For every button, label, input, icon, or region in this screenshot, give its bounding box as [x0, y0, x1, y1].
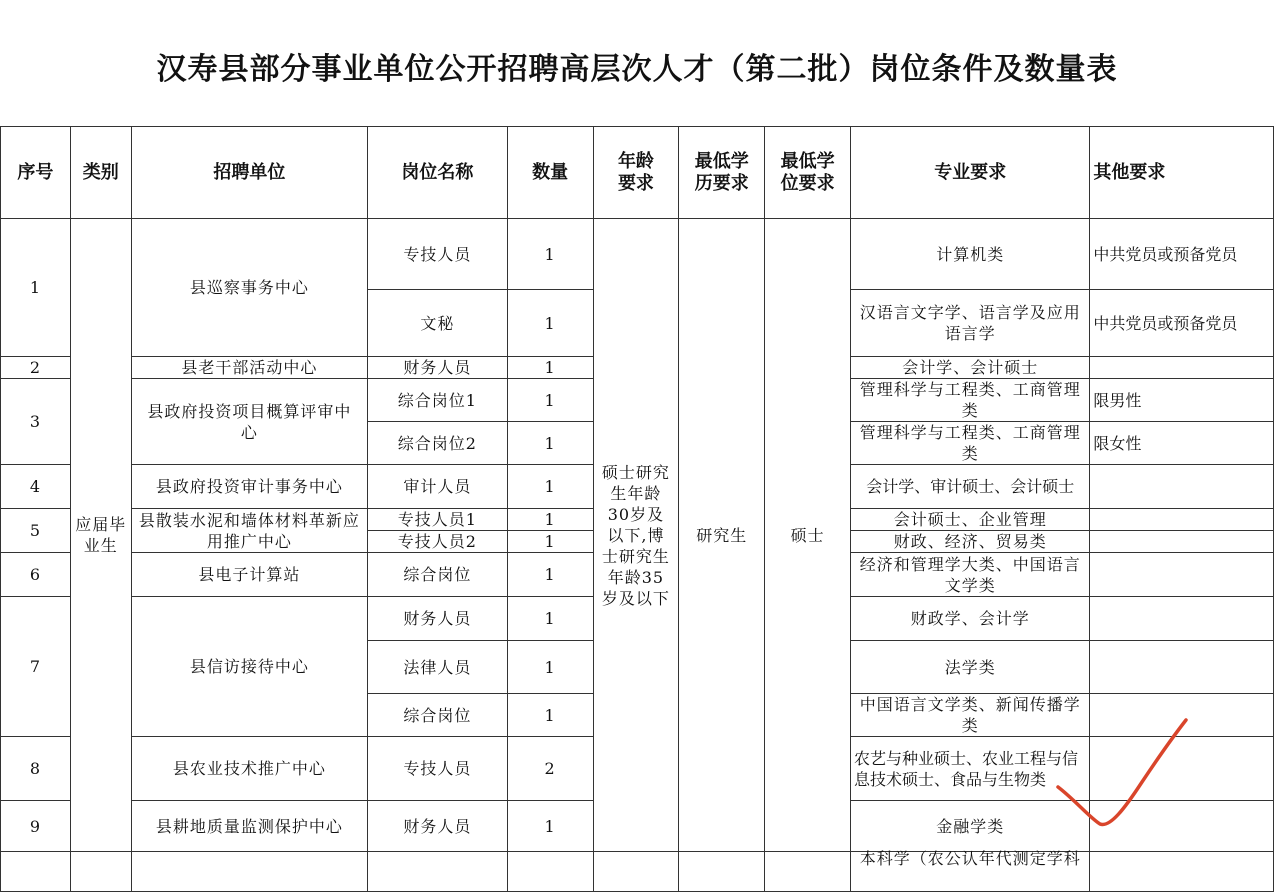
header-row	[1, 127, 1274, 219]
other-cell	[1090, 465, 1274, 509]
other-cell	[1090, 852, 1274, 892]
table-row	[1, 219, 1274, 290]
other-cell: 限男性	[1090, 379, 1274, 422]
recruitment-table	[0, 126, 1274, 892]
header-degree: 最低学位要求	[765, 127, 851, 219]
table-row-cutoff	[1, 852, 1274, 892]
page-title: 汉寿县部分事业单位公开招聘高层次人才（第二批）岗位条件及数量表	[156, 52, 1118, 87]
age-cell: 硕士研究生年龄30岁及以下,博士研究生年龄35岁及以下	[593, 219, 679, 852]
unit-cell: 县老干部活动中心	[131, 357, 367, 379]
count-cell: 1	[507, 357, 593, 379]
position-cell: 专技人员1	[368, 509, 508, 531]
major-cell: 金融学类	[851, 801, 1090, 852]
other-cell	[1090, 737, 1274, 801]
major-cell: 本科学（农公认年代测定学科	[851, 852, 1090, 892]
other-cell	[1090, 801, 1274, 852]
header-position: 岗位名称	[368, 127, 508, 219]
unit-cell: 县农业技术推广中心	[131, 737, 367, 801]
position-cell: 财务人员	[368, 597, 508, 641]
position-cell: 财务人员	[368, 801, 508, 852]
seq-cell: 1	[1, 219, 71, 357]
other-cell	[1090, 531, 1274, 553]
count-cell	[507, 852, 593, 892]
age-cell	[593, 852, 679, 892]
count-cell: 1	[507, 801, 593, 852]
major-cell: 会计学、审计硕士、会计硕士	[851, 465, 1090, 509]
count-cell: 1	[507, 465, 593, 509]
major-cell: 财政、经济、贸易类	[851, 531, 1090, 553]
position-cell: 专技人员	[368, 737, 508, 801]
header-education: 最低学历要求	[679, 127, 765, 219]
major-cell: 管理科学与工程类、工商管理类	[851, 422, 1090, 465]
position-cell: 专技人员	[368, 219, 508, 290]
count-cell: 1	[507, 219, 593, 290]
unit-cell: 县巡察事务中心	[131, 219, 367, 357]
other-cell	[1090, 597, 1274, 641]
major-cell: 管理科学与工程类、工商管理类	[851, 379, 1090, 422]
header-major: 专业要求	[851, 127, 1090, 219]
unit-cell: 县电子计算站	[131, 553, 367, 597]
seq-cell: 6	[1, 553, 71, 597]
other-cell	[1090, 357, 1274, 379]
other-cell	[1090, 509, 1274, 531]
education-cell	[679, 852, 765, 892]
position-cell	[368, 852, 508, 892]
position-cell: 专技人员2	[368, 531, 508, 553]
seq-cell: 4	[1, 465, 71, 509]
unit-cell: 县耕地质量监测保护中心	[131, 801, 367, 852]
unit-cell	[131, 852, 367, 892]
degree-cell	[765, 852, 851, 892]
other-cell: 限女性	[1090, 422, 1274, 465]
header-category: 类别	[70, 127, 131, 219]
major-cell: 农艺与种业硕士、农业工程与信息技术硕士、食品与生物类	[851, 737, 1090, 801]
position-cell: 综合岗位	[368, 694, 508, 737]
header-unit: 招聘单位	[131, 127, 367, 219]
other-cell	[1090, 641, 1274, 694]
count-cell: 1	[507, 422, 593, 465]
category-cell: 应届毕业生	[70, 219, 131, 852]
position-cell: 综合岗位	[368, 553, 508, 597]
position-cell: 财务人员	[368, 357, 508, 379]
major-cell: 中国语言文学类、新闻传播学类	[851, 694, 1090, 737]
seq-cell: 5	[1, 509, 71, 553]
major-cell: 会计学、会计硕士	[851, 357, 1090, 379]
major-cell: 汉语言文字学、语言学及应用语言学	[851, 290, 1090, 357]
count-cell: 1	[507, 290, 593, 357]
header-count: 数量	[507, 127, 593, 219]
seq-cell: 8	[1, 737, 71, 801]
unit-cell: 县政府投资审计事务中心	[131, 465, 367, 509]
unit-cell: 县政府投资项目概算评审中心	[131, 379, 367, 465]
degree-cell: 硕士	[765, 219, 851, 852]
header-other: 其他要求	[1090, 127, 1274, 219]
other-cell: 中共党员或预备党员	[1090, 290, 1274, 357]
major-cell: 法学类	[851, 641, 1090, 694]
major-cell: 经济和管理学大类、中国语言文学类	[851, 553, 1090, 597]
education-cell: 研究生	[679, 219, 765, 852]
other-cell	[1090, 553, 1274, 597]
count-cell: 1	[507, 531, 593, 553]
position-cell: 综合岗位2	[368, 422, 508, 465]
seq-cell: 7	[1, 597, 71, 737]
header-age: 年龄要求	[593, 127, 679, 219]
other-cell: 中共党员或预备党员	[1090, 219, 1274, 290]
count-cell: 1	[507, 509, 593, 531]
header-seq: 序号	[1, 127, 71, 219]
position-cell: 法律人员	[368, 641, 508, 694]
position-cell: 审计人员	[368, 465, 508, 509]
recruitment-table-area	[0, 126, 1274, 868]
count-cell: 1	[507, 597, 593, 641]
category-cell	[70, 852, 131, 892]
count-cell: 1	[507, 553, 593, 597]
count-cell: 1	[507, 641, 593, 694]
unit-cell: 县散装水泥和墙体材料革新应用推广中心	[131, 509, 367, 553]
count-cell: 1	[507, 694, 593, 737]
position-cell: 综合岗位1	[368, 379, 508, 422]
unit-cell: 县信访接待中心	[131, 597, 367, 737]
major-cell: 计算机类	[851, 219, 1090, 290]
count-cell: 2	[507, 737, 593, 801]
major-cell: 会计硕士、企业管理	[851, 509, 1090, 531]
major-cell: 财政学、会计学	[851, 597, 1090, 641]
other-cell	[1090, 694, 1274, 737]
seq-cell: 3	[1, 379, 71, 465]
seq-cell	[1, 852, 71, 892]
seq-cell: 2	[1, 357, 71, 379]
position-cell: 文秘	[368, 290, 508, 357]
count-cell: 1	[507, 379, 593, 422]
seq-cell: 9	[1, 801, 71, 852]
